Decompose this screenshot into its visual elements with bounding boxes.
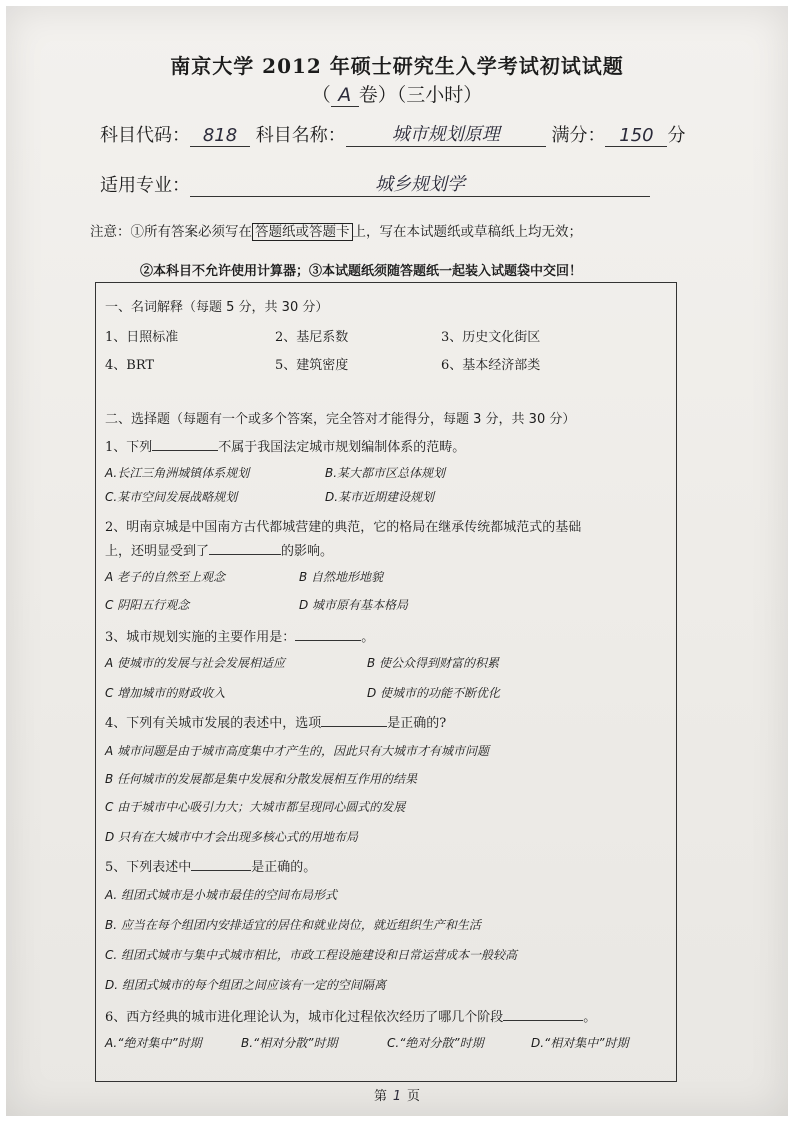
option: B. 应当在每个组团内安排适宜的居住和就业岗位，就近组织生产和生活 — [105, 918, 481, 932]
section1-row-1 — [105, 326, 540, 345]
option: B 任何城市的发展都是集中发展和分散发展相互作用的结果 — [105, 772, 418, 786]
question-1-options-row-2 — [105, 488, 434, 505]
question-3: 3、城市规划实施的主要作用是： 。 — [105, 630, 375, 645]
subject-name-value: 城市规划原理 — [346, 120, 546, 147]
page-number: 第 1 页 — [373, 1089, 421, 1104]
option: D.某市近期建设规划 — [325, 490, 435, 504]
subject-info-row: 科目代码： 818 科目名称： 城市规划原理 满分： 150 分 — [100, 120, 685, 147]
answer-blank — [295, 628, 361, 641]
full-score-value: 150 — [605, 125, 667, 147]
answer-blank — [209, 542, 281, 555]
subject-code-value: 818 — [190, 125, 250, 147]
exam-subtitle: （ A 卷）（三小时） — [311, 84, 483, 106]
notice-line-1: 注意：①所有答案必须写在 答题纸或答题卡 上，写在本试题纸或草稿纸上均无效； — [90, 224, 582, 240]
option: C. 组团式城市与集中式城市相比，市政工程设施建设和日常运营成本一般较高 — [105, 948, 518, 962]
option: C 阴阳五行观念 — [105, 598, 190, 612]
question-2-options-row-1 — [105, 568, 383, 585]
term-item: 6、基本经济部类 — [441, 358, 541, 373]
question-2-line-2: 上，还明显受到了 的影响。 — [105, 544, 334, 559]
option: D 只有在大城市中才会出现多核心式的用地布局 — [105, 830, 359, 844]
page-number-handwritten: 1 — [392, 1089, 402, 1104]
paper-letter-handwritten: A — [331, 84, 359, 107]
option: B.某大都市区总体规划 — [325, 466, 446, 480]
option: A.长江三角洲城镇体系规划 — [105, 466, 250, 480]
applicable-major-value: 城乡规划学 — [190, 170, 650, 197]
answer-blank — [503, 1008, 583, 1021]
question-5: 5、下列表述中 是正确的。 — [105, 860, 317, 875]
question-1-options-row-1 — [105, 464, 445, 481]
option: D. 组团式城市的每个组团之间应该有一定的空间隔离 — [105, 978, 386, 992]
option: A. 组团式城市是小城市最佳的空间布局形式 — [105, 888, 338, 902]
question-3-options-row-1 — [105, 654, 499, 671]
term-item: 4、BRT — [105, 358, 155, 373]
option: B 使公众得到财富的积累 — [367, 656, 500, 670]
answer-blank — [321, 714, 387, 727]
option: B 自然地形地貌 — [299, 570, 384, 584]
answer-blank — [152, 438, 218, 451]
option: C 由于城市中心吸引力大；大城市都呈现同心圆式的发展 — [105, 800, 406, 814]
option: D 城市原有基本格局 — [299, 598, 409, 612]
exam-title: 南京大学 2012 年硕士研究生入学考试初试试题 — [170, 54, 624, 78]
option: D 使城市的功能不断优化 — [367, 686, 501, 700]
section2-heading: 二、选择题（每题有一个或多个答案，完全答对才能得分，每题 3 分，共 30 分） — [105, 412, 576, 427]
option: A.“绝对集中”时期 — [105, 1036, 202, 1050]
term-item: 2、基尼系数 — [275, 330, 349, 345]
option: C.某市空间发展战略规划 — [105, 490, 238, 504]
question-3-options-row-2 — [105, 684, 500, 701]
term-item: 5、建筑密度 — [275, 358, 349, 373]
notice-line-2: ②本科目不允许使用计算器；③本试题纸须随答题纸一起装入试题袋中交回！ — [140, 264, 583, 279]
question-6: 6、西方经典的城市进化理论认为，城市化过程依次经历了哪几个阶段 。 — [105, 1010, 597, 1025]
option: A 老子的自然至上观念 — [105, 570, 226, 584]
term-item: 3、历史文化街区 — [441, 330, 541, 345]
term-item: 1、日照标准 — [105, 330, 179, 345]
option: C 增加城市的财政收入 — [105, 686, 226, 700]
question-1: 1、下列 不属于我国法定城市规划编制体系的范畴。 — [105, 440, 466, 455]
question-2-line-1: 2、明南京城是中国南方古代都城营建的典范，它的格局在继承传统都城范式的基础 — [105, 520, 582, 535]
section1-row-2 — [105, 354, 540, 373]
answer-sheet-box: 答题纸或答题卡 — [252, 223, 353, 241]
question-6-options — [105, 1034, 629, 1051]
question-4: 4、下列有关城市发展的表述中，选项 是正确的? — [105, 716, 447, 731]
answer-blank — [191, 858, 251, 871]
question-2-options-row-2 — [105, 596, 408, 613]
option: A 使城市的发展与社会发展相适应 — [105, 656, 286, 670]
option: D.“相对集中”时期 — [531, 1036, 629, 1050]
major-info-row: 适用专业： 城乡规划学 — [100, 170, 650, 197]
option: C.“绝对分散”时期 — [387, 1036, 484, 1050]
option: B.“相对分散”时期 — [241, 1036, 338, 1050]
section1-heading: 一、名词解释（每题 5 分，共 30 分） — [105, 300, 329, 315]
option: A 城市问题是由于城市高度集中才产生的，因此只有大城市才有城市问题 — [105, 744, 490, 758]
